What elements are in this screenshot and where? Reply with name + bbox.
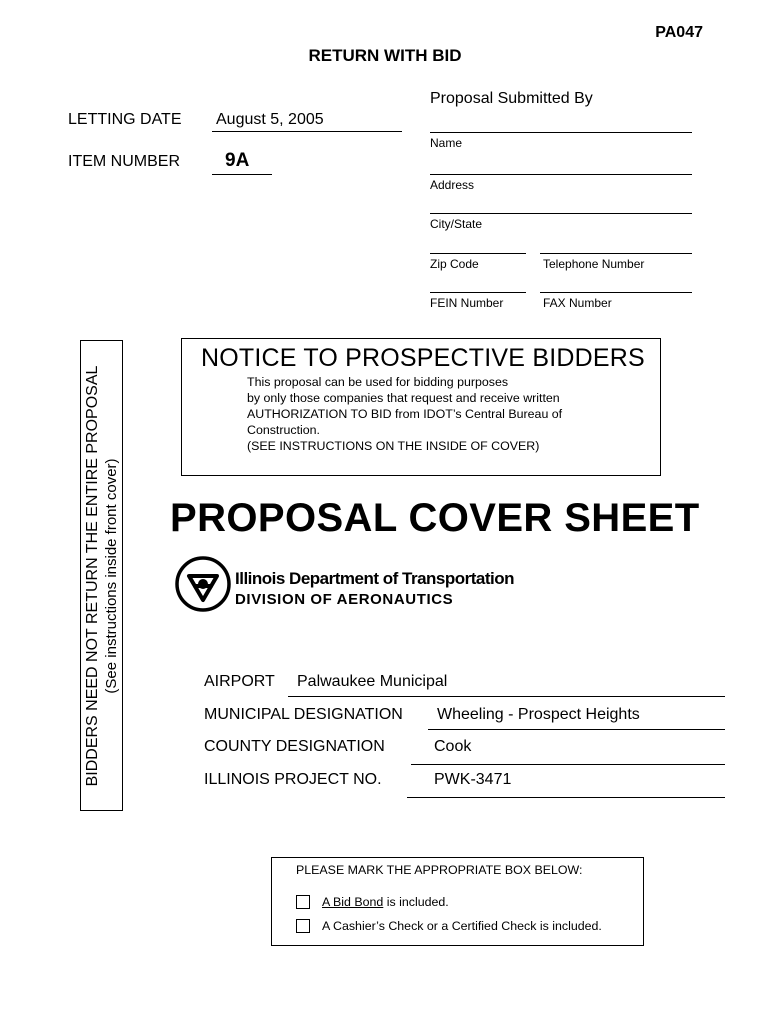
bid-bond-underlined-text: A Bid Bond [322,895,384,909]
cashiers-check-label: A Cashier’s Check or a Certified Check is included. [322,919,602,933]
idot-logo-icon [175,556,231,612]
county-value: Cook [434,738,472,755]
fax-caption: FAX Number [543,296,612,310]
airport-label: AIRPORT [204,673,275,690]
telephone-caption: Telephone Number [543,257,645,271]
mark-box-title: PLEASE MARK THE APPROPRIATE BOX BELOW: [296,863,583,877]
fein-caption: FEIN Number [430,296,504,310]
notice-box [181,338,661,476]
name-caption: Name [430,136,463,150]
letting-date-value: August 5, 2005 [216,111,324,128]
bid-bond-checkbox[interactable] [296,895,310,909]
return-title: RETURN WITH BID [308,46,462,65]
form-code: PA047 [655,24,703,41]
project-line [407,797,725,798]
letting-date-label: LETTING DATE [68,111,182,128]
division-name: DIVISION OF AERONAUTICS [235,591,454,608]
item-number-line [212,174,272,175]
side-note-line2: (See instructions inside front cover) [102,457,120,694]
bid-bond-label [322,895,449,909]
cashiers-check-checkbox[interactable] [296,919,310,933]
project-label: ILLINOIS PROJECT NO. [204,771,382,788]
department-name: Illinois Department of Transportation [235,569,515,588]
airport-value: Palwaukee Municipal [297,673,448,690]
side-note-box [80,340,123,811]
cashiers-check-option[interactable] [296,919,602,933]
airport-line [288,696,725,697]
city-state-line[interactable] [430,213,692,214]
county-line [411,764,725,765]
submitted-by-heading: Proposal Submitted By [430,90,593,107]
project-value: PWK-3471 [434,771,512,788]
telephone-line[interactable] [540,253,692,254]
zip-line[interactable] [430,253,526,254]
fax-line[interactable] [540,292,692,293]
municipal-value: Wheeling - Prospect Heights [437,706,640,723]
bid-bond-rest-text: is included. [383,895,449,909]
notice-title: NOTICE TO PROSPECTIVE BIDDERS [201,344,645,372]
address-line[interactable] [430,174,692,175]
item-number-label: ITEM NUMBER [68,153,180,170]
name-line[interactable] [430,132,692,133]
notice-body: This proposal can be used for bidding purposes by only those companies that request and receive written AUTHORIZATION TO BID from IDOT’s Central Bureau of Construction. (SEE INSTRUCTIONS ON THE INSIDE OF COVER) [247,375,563,453]
bid-bond-option[interactable] [296,895,449,909]
address-caption: Address [430,178,475,192]
fein-line[interactable] [430,292,526,293]
letting-date-line [212,131,402,132]
city-state-caption: City/State [430,217,483,231]
item-number-value: 9A [225,150,250,171]
county-label: COUNTY DESIGNATION [204,738,385,755]
municipal-label: MUNICIPAL DESIGNATION [204,706,403,723]
cover-title: PROPOSAL COVER SHEET [170,496,700,540]
side-note-line1: BIDDERS NEED NOT RETURN THE ENTIRE PROPOSAL [83,365,101,786]
municipal-line [428,729,725,730]
mark-box [271,857,644,946]
zip-caption: Zip Code [430,257,479,271]
